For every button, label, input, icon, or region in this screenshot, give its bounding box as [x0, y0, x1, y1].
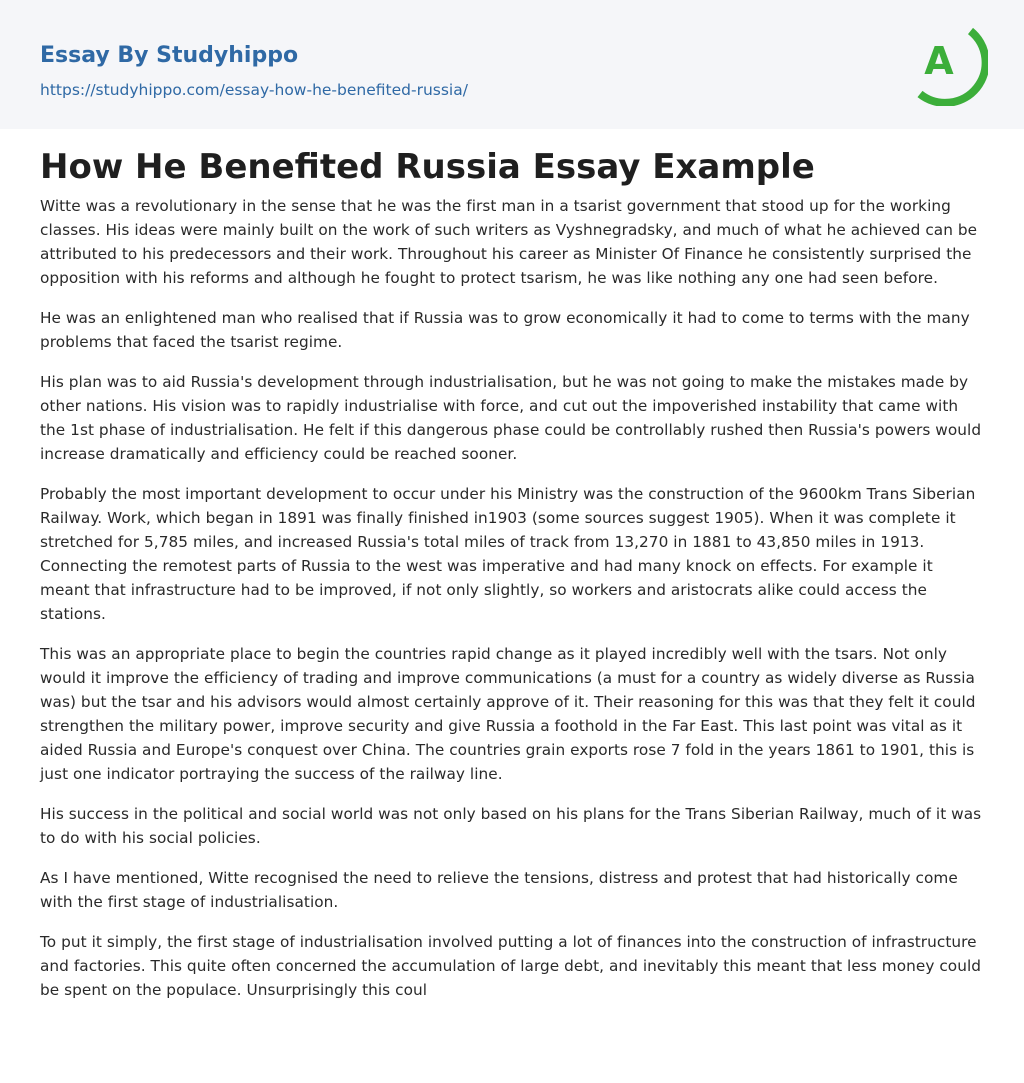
studyhippo-logo-icon[interactable]	[908, 18, 988, 106]
page-title: How He Benefited Russia Essay Example	[40, 147, 815, 187]
logo-letter: A	[924, 39, 954, 83]
paragraph: Probably the most important development to occur under his Ministry was the construction of the 9600km Trans Siberian Railway. Work, which began in 1891 was finally finished in1903 (some sources suggest 1905). When it was complete it stretched for 5,785 miles, and increased Russia's total miles of track from 13,270 in 1881 to 43,850 miles in 1913. Connecting the remotest parts of Russia to the west was imperative and had many knock on effects. For example it meant that infrastructure had to be improved, if not only slightly, so workers and aristocrats alike could access the stations.	[40, 485, 976, 623]
essay-url-link[interactable]: https://studyhippo.com/essay-how-he-benefited-russia/	[40, 81, 468, 99]
site-header	[0, 0, 1024, 129]
paragraph: His plan was to aid Russia's development through industrialisation, but he was not going to make the mistakes made by other nations. His vision was to rapidly industrialise with force, and cut out the impoverished instability that came with the 1st phase of industrialisation. He felt if this dangerous phase could be controllably rushed then Russia's powers would increase dramatically and efficiency could be reached sooner.	[40, 373, 982, 463]
paragraph: His success in the political and social world was not only based on his plans for the Trans Siberian Railway, much of it was to do with his social policies.	[40, 805, 982, 847]
paragraph: He was an enlightened man who realised that if Russia was to grow economically it had to come to terms with the many problems that faced the tsarist regime.	[40, 309, 970, 351]
site-title[interactable]: Essay By Studyhippo	[40, 43, 299, 68]
article-body	[40, 194, 984, 1018]
paragraph: Witte was a revolutionary in the sense that he was the first man in a tsarist government that stood up for the working classes. His ideas were mainly built on the work of such writers as Vyshnegradsky, and much of what he achieved can be attributed to his predecessors and their work. Throughout his career as Minister Of Finance he consistently surprised the opposition with his reforms and although he fought to protect tsarism, he was like nothing any one had seen before.	[40, 197, 978, 287]
paragraph: To put it simply, the first stage of industrialisation involved putting a lot of finances into the construction of infrastructure and factories. This quite often concerned the accumulation of large debt, and inevitably this meant that less money could be spent on the populace. Unsurprisingly this coul	[40, 933, 982, 999]
paragraph: This was an appropriate place to begin the countries rapid change as it played incredibly well with the tsars. Not only would it improve the efficiency of trading and improve communications (a must for a country as widely diverse as Russia was) but the tsar and his advisors would almost certainly approve of it. Their reasoning for this was that they felt it could strengthen the military power, improve security and give Russia a foothold in the Far East. This last point was vital as it aided Russia and Europe's conquest over China. The countries grain exports rose 7 fold in the years 1861 to 1901, this is just one indicator portraying the success of the railway line.	[40, 645, 976, 783]
paragraph: As I have mentioned, Witte recognised the need to relieve the tensions, distress and protest that had historically come with the first stage of industrialisation.	[40, 869, 958, 911]
